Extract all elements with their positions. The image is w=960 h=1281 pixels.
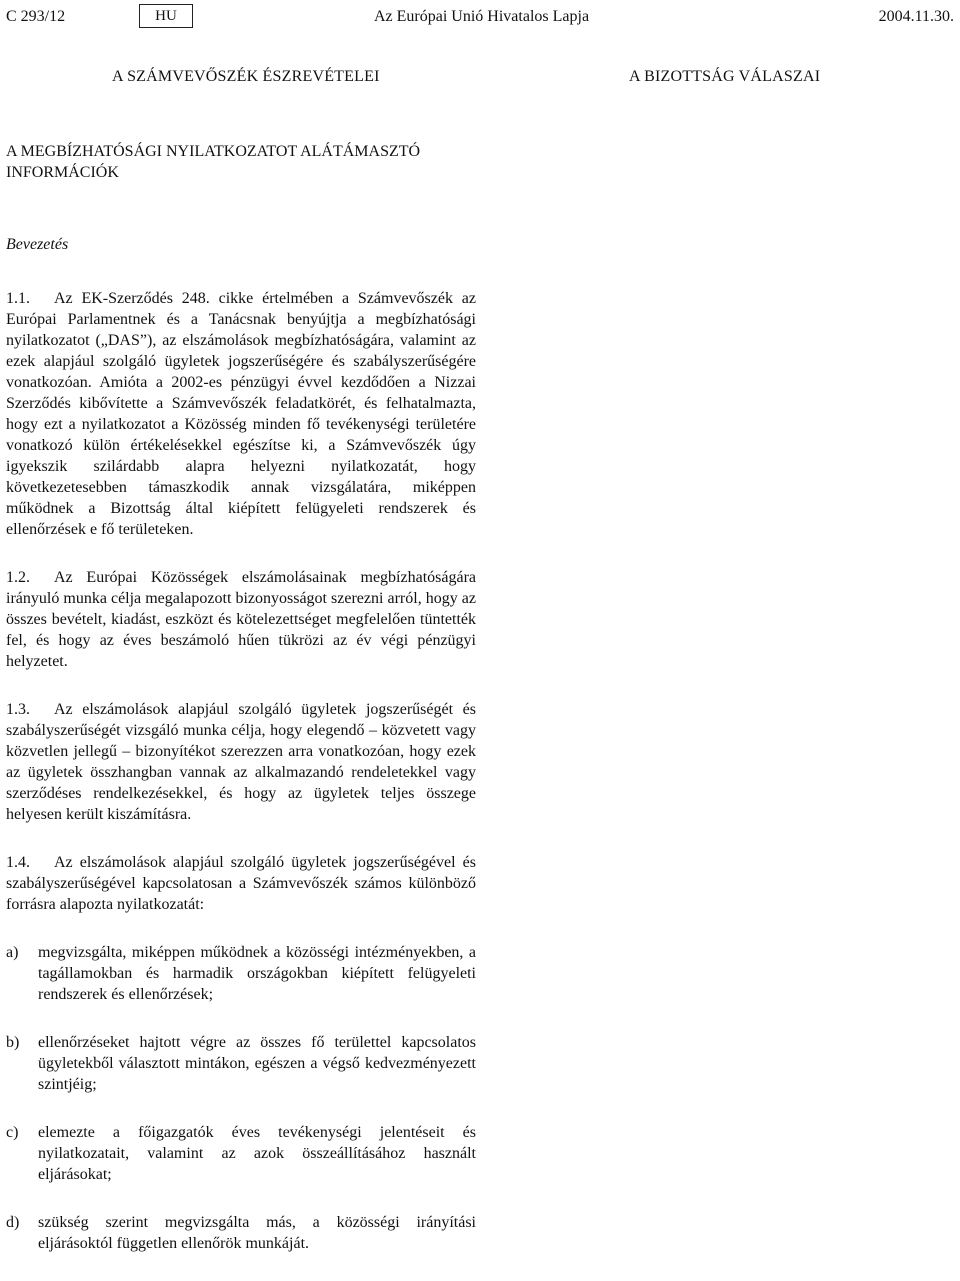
journal-title: Az Európai Unió Hivatalos Lapja bbox=[374, 8, 590, 25]
paragraph-number: 1.4. bbox=[6, 854, 30, 871]
list-item bbox=[6, 1212, 476, 1254]
paragraph bbox=[6, 288, 476, 540]
paragraph-number: 1.3. bbox=[6, 701, 30, 718]
paragraph-text: Az elszámolások alapjául szolgáló ügyletek jogszerűségét és szabályszerűségét vizsgáló munka célja, hogy elegendő – közvetett vagy közvetlen jellegű – bizonyítékot szerezzen arra vonatkozóan, hogy ezek az ügyletek összhangban vannak az alkalmazandó rendeletekkel vagy szerződéses rendelkezésekkel, és hogy az ügyletek teljes összege helyesen került kiszámításra. bbox=[6, 701, 476, 823]
list-marker: b) bbox=[6, 1034, 20, 1051]
language-badge: HU bbox=[139, 4, 193, 28]
right-column-heading: A BIZOTTSÁG VÁLASZAI bbox=[629, 68, 821, 85]
paragraph bbox=[6, 852, 476, 915]
list-item bbox=[6, 942, 476, 1005]
paragraph bbox=[6, 567, 476, 672]
paragraph-number: 1.1. bbox=[6, 290, 30, 307]
publication-date: 2004.11.30. bbox=[878, 8, 954, 25]
source-list bbox=[6, 942, 476, 1254]
list-item-text: ellenőrzéseket hajtott végre az összes fő területtel kapcsolatos ügyletekből választott mintákon, egészen a végső kedvezményezett szintjéig; bbox=[38, 1034, 476, 1093]
list-item bbox=[6, 1122, 476, 1185]
section-subheading: Bevezetés bbox=[6, 236, 69, 253]
paragraph bbox=[6, 699, 476, 825]
list-marker: c) bbox=[6, 1124, 19, 1141]
page-header bbox=[6, 4, 954, 26]
paragraph-text: Az Európai Közösségek elszámolásainak megbízhatóságára irányuló munka célja megalapozott bizonyosságot szerezni arról, hogy az összes bevételt, kiadást, eszközt és kötelezettséget megfelelően tüntették fel, és hogy az éves beszámoló hűen tükrözi az év végi pénzügyi helyzetet. bbox=[6, 569, 476, 670]
left-column-heading: A SZÁMVEVŐSZÉK ÉSZREVÉTELEI bbox=[112, 68, 380, 85]
journal-reference: C 293/12 bbox=[6, 8, 66, 25]
list-item-text: elemezte a főigazgatók éves tevékenységi jelentéseit és nyilatkozatait, valamint az azok összeállításához használt eljárásokat; bbox=[38, 1124, 476, 1183]
list-item-text: szükség szerint megvizsgálta más, a közösségi irányítási eljárásoktól független ellenőrök munkáját. bbox=[38, 1214, 476, 1252]
section-title: A MEGBÍZHATÓSÁGI NYILATKOZATOT ALÁTÁMASZTÓ INFORMÁCIÓK bbox=[6, 143, 421, 181]
paragraph-text: Az EK-Szerződés 248. cikke értelmében a Számvevőszék az Európai Parlamentnek és a Tanácsnak benyújtja a megbízhatósági nyilatkozatot („DAS”), az elszámolások megbízhatóságára, valamint az ezek alapjául szolgáló ügyletek jogszerűségére és szabályszerűségére vonatkozóan. Amióta a 2002-es pénzügyi évvel kezdődően a Nizzai Szerződés kibővítette a Számvevőszék feladatkörét, és felhatalmazta, hogy ezt a nyilatkozatot a Közösség minden fő tevékenységi területére vonatkozó külön értékelésekkel egészítse ki, a Számvevőszék úgy igyekszik szilárdabb alapra helyezni nyilatkozatát, hogy következetesebben támaszkodik annak vizsgálatára, miképpen működnek a Bizottság által kiépített felügyeleti rendszerek és ellenőrzések e fő területeken. bbox=[6, 290, 476, 538]
list-marker: d) bbox=[6, 1214, 20, 1231]
observations-column bbox=[6, 288, 476, 1281]
list-item-text: megvizsgálta, miképpen működnek a közösségi intézményekben, a tagállamokban és harmadik országokban kiépített felügyeleti rendszerek és ellenőrzések; bbox=[38, 944, 476, 1003]
list-marker: a) bbox=[6, 944, 19, 961]
list-item bbox=[6, 1032, 476, 1095]
paragraph-text: Az elszámolások alapjául szolgáló ügyletek jogszerűségével és szabályszerűségével kapcsolatosan a Számvevőszék számos különböző forrásra alapozta nyilatkozatát: bbox=[6, 854, 476, 913]
paragraph-number: 1.2. bbox=[6, 569, 30, 586]
